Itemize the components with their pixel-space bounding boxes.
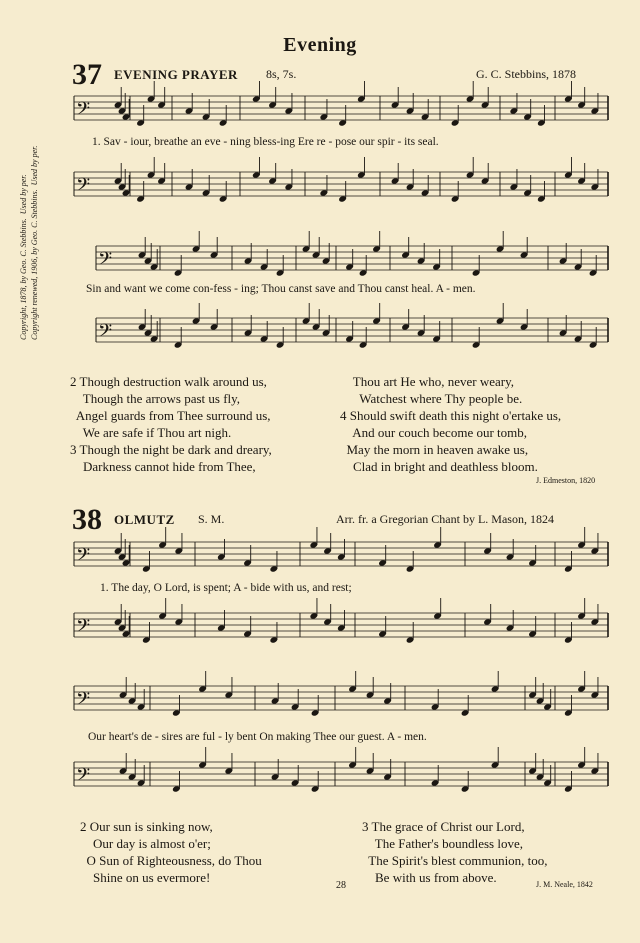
lyrics-38-line2: Our heart's de - sires are ful - ly bent On making Thee our guest. A - men. <box>88 731 427 743</box>
tune-name-37: EVENING PRAYER <box>114 67 238 82</box>
bass-clef: 𝄢 <box>76 765 91 790</box>
copyright-note: Copyright, 1878, by Geo. C. Stebbins. Used by per. Copyright renewed, 1906, by Geo. C. Stebbins. Used by per. <box>19 145 39 340</box>
section-title: Evening <box>283 34 357 56</box>
tune-name-38: OLMUTZ <box>114 512 175 527</box>
undefined-clef: 𝄢 <box>76 99 91 124</box>
undefined-clef: 𝄢 <box>76 689 91 714</box>
verses-37-right: Thou art He who, never weary, Watchest where Thy people be. 4 Should swift death this night o'ertake us, And our couch become our tomb, May the morn in heaven awake us, Clad in bright and deathless bloom. <box>340 374 562 474</box>
verses-37-left: 2 Though destruction walk around us, Though the arrows past us fly, Angel guards from Thee surround us, We are safe if Thou art nigh. 3 Though the night be dark and dreary, Darkness cannot hide from Thee, <box>70 374 272 474</box>
bass-clef: 𝄢 <box>98 321 113 346</box>
undefined-clef: 𝄢 <box>76 545 91 570</box>
author-37: J. Edmeston, 1820 <box>536 476 596 485</box>
bass-clef: 𝄢 <box>76 616 91 641</box>
verses-38-right: 3 The grace of Christ our Lord, The Father's boundless love, The Spirit's blest communion, too, Be with us from above. <box>362 819 548 885</box>
lyrics-37-line2: Sin and want we come con-fess - ing; Thou canst save and Thou canst heal. A - men. <box>86 283 476 295</box>
undefined-clef: 𝄢 <box>98 249 113 274</box>
composer-37: G. C. Stebbins, 1878 <box>476 67 577 81</box>
bass-clef: 𝄢 <box>76 175 91 200</box>
verses-38-left: 2 Our sun is sinking now, Our day is almost o'er; O Sun of Righteousness, do Thou Shine on us evermore! <box>80 819 262 885</box>
meter-37: 8s, 7s. <box>266 67 297 81</box>
lyrics-37-line1: 1. Sav - iour, breathe an eve - ning bless-ing Ere re - pose our spir - its seal. <box>92 136 439 148</box>
hymn-number-38: 38 <box>72 503 102 536</box>
composer-38: Arr. fr. a Gregorian Chant by L. Mason, 1824 <box>336 512 554 526</box>
author-38: J. M. Neale, 1842 <box>536 880 593 889</box>
lyrics-38-line1: 1. The day, O Lord, is spent; A - bide with us, and rest; <box>100 582 352 594</box>
meter-38: S. M. <box>198 512 225 526</box>
page-number: 28 <box>336 880 346 891</box>
hymn-number-37: 37 <box>72 58 102 91</box>
